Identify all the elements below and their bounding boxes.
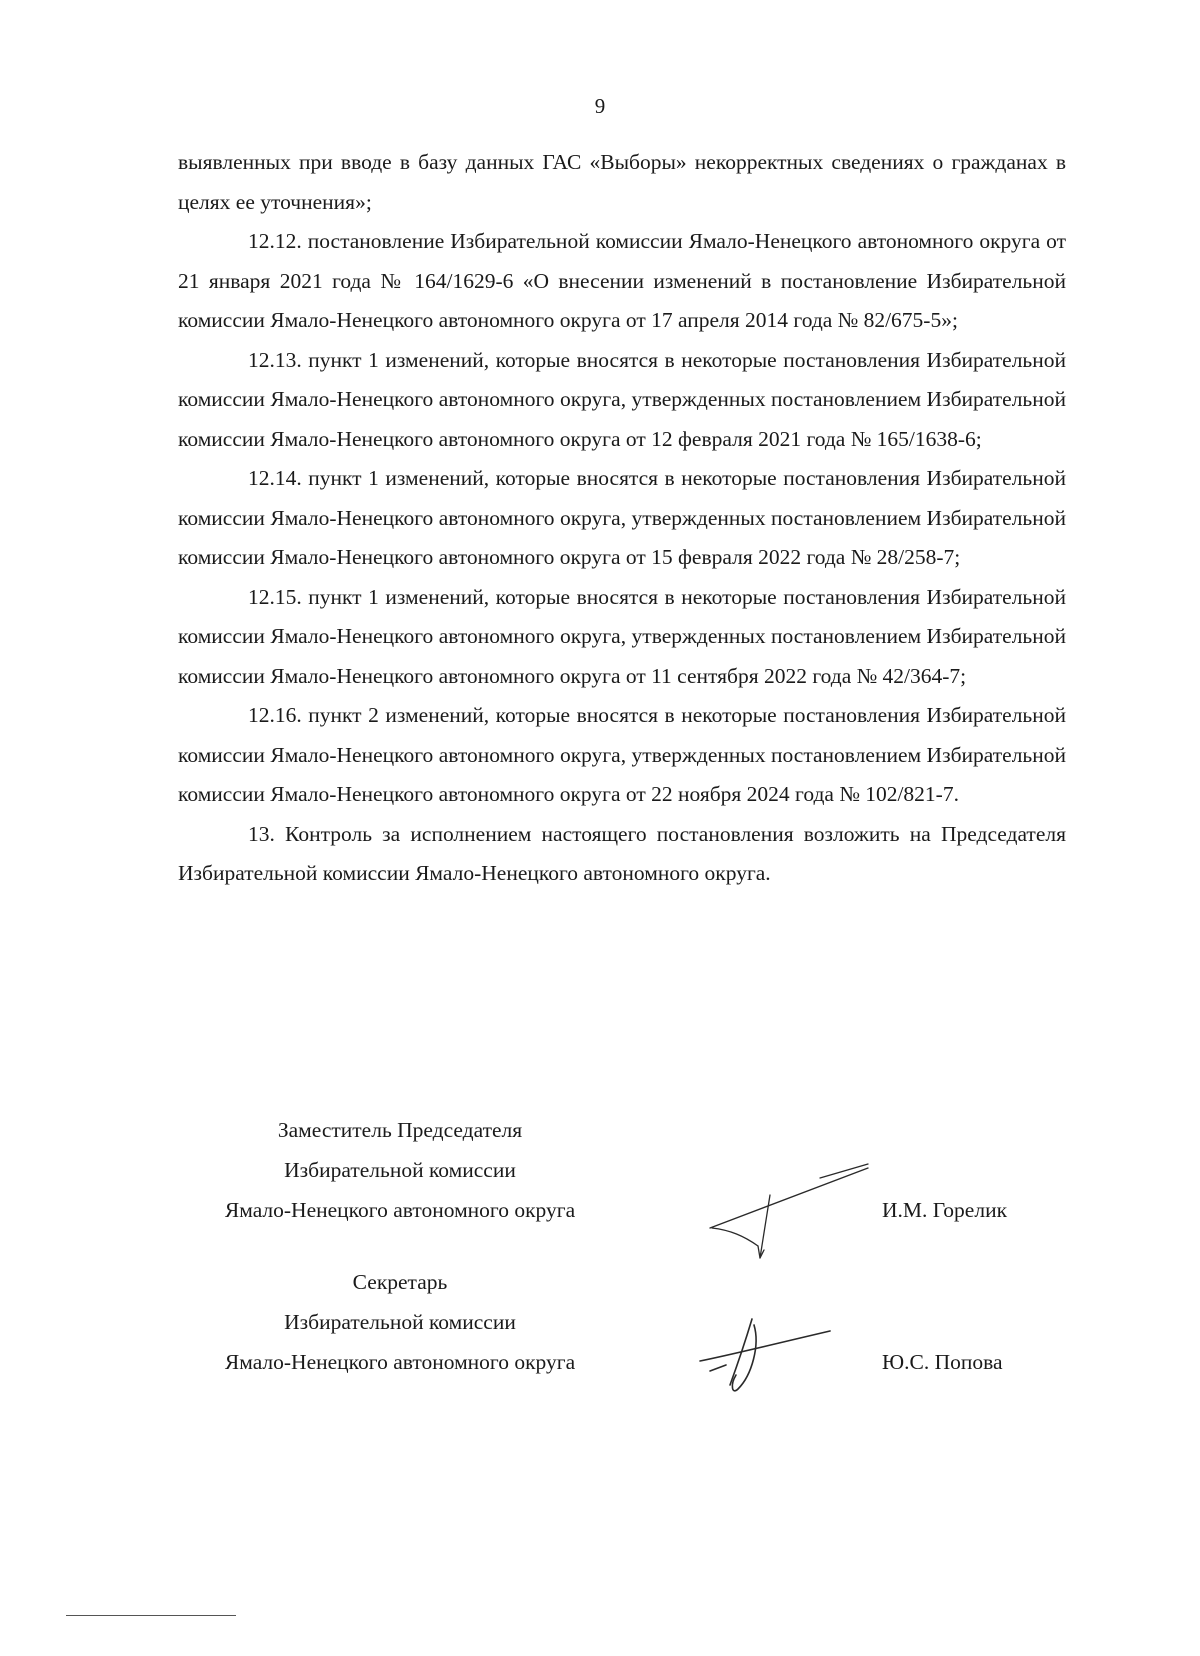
signature-2-image [690, 1305, 860, 1405]
footer-rule [66, 1615, 236, 1616]
signatory-1-title [200, 1110, 600, 1230]
paragraph-12-15: 12.15. пункт 1 изменений, которые вносятся в некоторые постановления Избирательной комиссии Ямало-Ненецкого автономного округа, утвержденных постановлением Избирательной комиссии Ямало-Ненецкого автономного округа от 11 сентября 2022 года № 42/364-7; [178, 584, 1066, 688]
signatory-2-title-line-2: Избирательной комиссии [284, 1310, 516, 1334]
signatory-1-title-line-2: Избирательной комиссии [284, 1158, 516, 1182]
signatory-1-title-line-1: Заместитель Председателя [277, 1118, 523, 1142]
signatory-1-name: И.М. Горелик [882, 1198, 1008, 1222]
signatory-2-title [200, 1262, 600, 1382]
paragraph-12-14: 12.14. пункт 1 изменений, которые вносятся в некоторые постановления Избирательной комиссии Ямало-Ненецкого автономного округа, утвержденных постановлением Избирательной комиссии Ямало-Ненецкого автономного округа от 15 февраля 2022 года № 28/258-7; [178, 466, 1066, 569]
paragraph-continuation: выявленных при вводе в базу данных ГАС «Выборы» некорректных сведениях о гражданах в целях ее уточнения»; [178, 150, 1066, 214]
document-body [178, 143, 1066, 894]
signatory-1-title-line-3: Ямало-Ненецкого автономного округа [224, 1198, 576, 1222]
signatory-2-name: Ю.С. Попова [882, 1350, 1003, 1374]
signature-1-image [700, 1150, 890, 1270]
paragraph-12-13: 12.13. пункт 1 изменений, которые вносятся в некоторые постановления Избирательной комиссии Ямало-Ненецкого автономного округа, утвержденных постановлением Избирательной комиссии Ямало-Ненецкого автономного округа от 12 февраля 2021 года № 165/1638-6; [178, 347, 1066, 451]
page-number: 9 [594, 94, 606, 118]
paragraph-13: 13. Контроль за исполнением настоящего постановления возложить на Председателя Избирательной комиссии Ямало-Ненецкого автономного округа. [178, 821, 1066, 885]
signatory-2-title-line-1: Секретарь [352, 1270, 448, 1294]
paragraph-12-12: 12.12. постановление Избирательной комиссии Ямало-Ненецкого автономного округа от 21 января 2021 года № 164/1629-6 «О внесении изменений в постановление Избирательной комиссии Ямало-Ненецкого автономного округа от 17 апреля 2014 года № 82/675-5»; [178, 229, 1066, 332]
paragraph-12-16: 12.16. пункт 2 изменений, которые вносятся в некоторые постановления Избирательной комиссии Ямало-Ненецкого автономного округа, утвержденных постановлением Избирательной комиссии Ямало-Ненецкого автономного округа от 22 ноября 2024 года № 102/821-7. [178, 703, 1066, 806]
signatory-2-title-line-3: Ямало-Ненецкого автономного округа [224, 1350, 576, 1374]
